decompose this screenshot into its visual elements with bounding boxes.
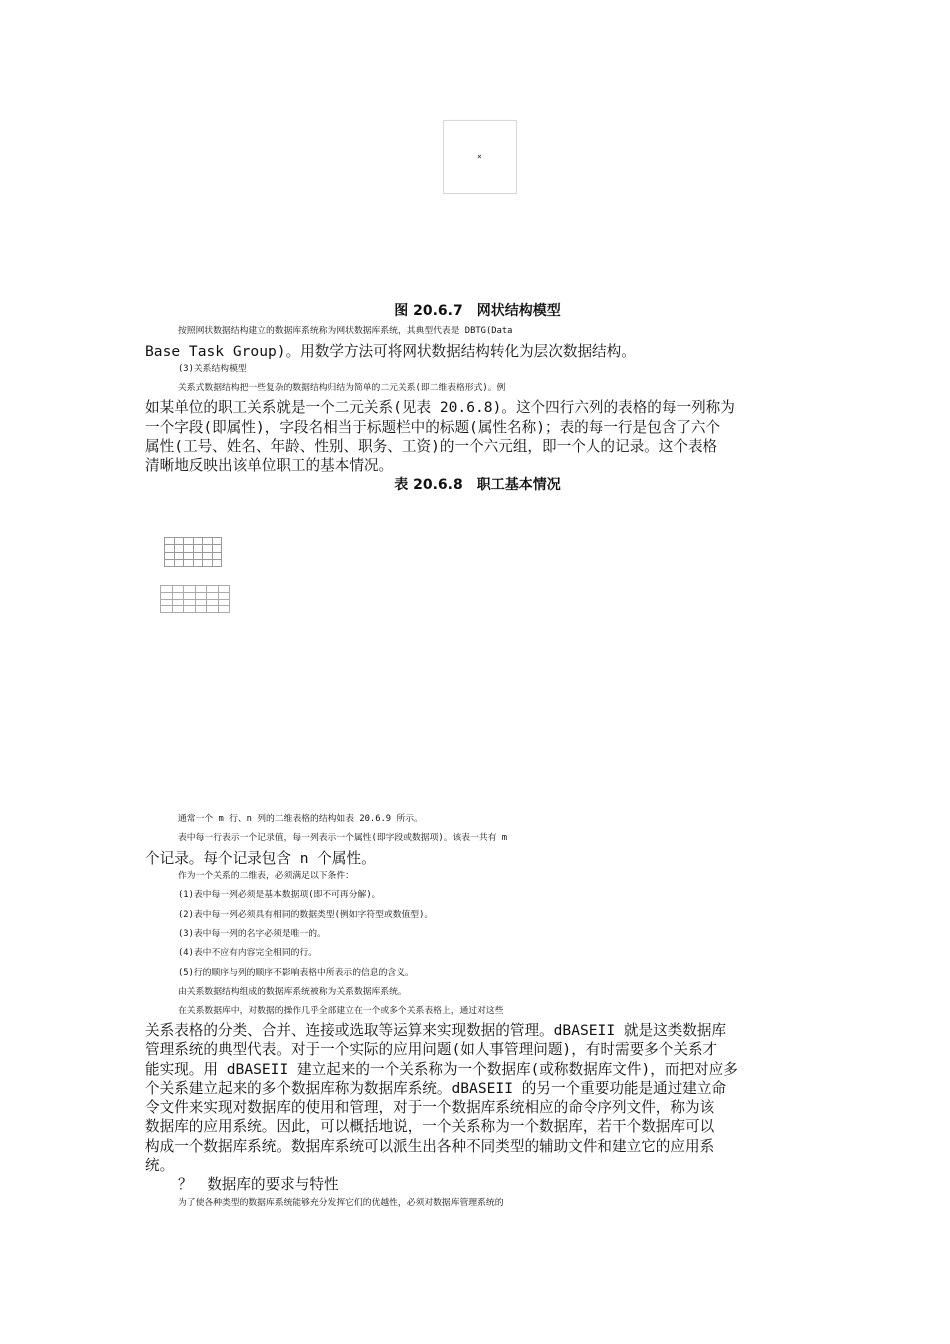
employee-table-thumbnail [164, 537, 222, 567]
paragraph-7-line-8: 构成一个数据库系统。数据库系统可以派生出各种不同类型的辅助文件和建立它的应用系 [145, 1138, 715, 1155]
network-model-figure [443, 120, 517, 194]
paragraph-7-line-2: 关系表格的分类、合并、连接或选取等运算来实现数据的管理。dBASEII 就是这类数据库 [145, 1022, 727, 1039]
section-heading-relational: (3)关系结构模型 [178, 364, 247, 374]
paragraph-7-line-4: 能实现。用 dBASEII 建立起来的一个关系称为一个数据库(或称数据库文件)，而把对应多 [145, 1061, 738, 1078]
condition-4: (4)表中不应有内容完全相同的行。 [178, 948, 318, 958]
paragraph-5: 作为一个关系的二维表，必须满足以下条件： [178, 871, 354, 881]
paragraph-4-line-2: 个记录。每个记录包含 n 个属性。 [145, 850, 376, 867]
section-heading-requirements: ？ 数据库的要求与特性 [178, 1176, 339, 1193]
paragraph-3: 通常一个 m 行、n 列的二维表格的结构如表 20.6.9 所示。 [178, 814, 423, 824]
general-table-thumbnail [160, 585, 230, 613]
paragraph-2-line-3: 一个字段(即属性)，字段名相当于标题栏中的标题(属性名称)；表的每一行是包含了六个 [145, 419, 721, 436]
paragraph-7-line-6: 令文件来实现对数据库的使用和管理，对于一个数据库系统相应的命令序列文件，称为该 [145, 1099, 715, 1116]
figure-placeholder-mark: × [477, 152, 482, 161]
paragraph-7-line-1: 在关系数据库中，对数据的操作几乎全部建立在一个或多个关系表格上，通过对这些 [178, 1006, 504, 1016]
paragraph-7-line-9: 统。 [145, 1157, 175, 1174]
paragraph-8: 为了使各种类型的数据库系统能够充分发挥它们的优越性，必须对数据库管理系统的 [178, 1198, 504, 1208]
paragraph-7-line-7: 数据库的应用系统。因此，可以概括地说，一个关系称为一个数据库，若干个数据库可以 [145, 1118, 715, 1135]
paragraph-7-line-5: 个关系建立起来的多个数据库称为数据库系统。dBASEII 的另一个重要功能是通过建立命 [145, 1080, 727, 1097]
condition-1: (1)表中每一列必须是基本数据项(即不可再分解)。 [178, 890, 381, 900]
paragraph-7-line-3: 管理系统的典型代表。对于一个实际的应用问题(如人事管理问题)，有时需要多个关系才 [145, 1041, 718, 1058]
paragraph-1-line-1: 按照网状数据结构建立的数据库系统称为网状数据库系统，其典型代表是 DBTG(Data [178, 326, 513, 336]
paragraph-4-line-1: 表中每一行表示一个记录值，每一列表示一个属性(即字段或数据项)。该表一共有 m [178, 833, 508, 843]
table-caption: 表 20.6.8 职工基本情况 [394, 477, 561, 493]
condition-5: (5)行的顺序与列的顺序不影响表格中所表示的信息的含义。 [178, 968, 414, 978]
paragraph-2-line-2: 如某单位的职工关系就是一个二元关系(见表 20.6.8)。这个四行六列的表格的每一列称为 [145, 399, 735, 416]
condition-3: (3)表中每一列的名字必须是唯一的。 [178, 929, 326, 939]
paragraph-2-line-5: 清晰地反映出该单位职工的基本情况。 [145, 457, 394, 474]
figure-caption: 图 20.6.7 网状结构模型 [394, 303, 561, 319]
paragraph-6: 由关系数据结构组成的数据库系统被称为关系数据库系统。 [178, 987, 407, 997]
paragraph-2-line-4: 属性(工号、姓名、年龄、性别、职务、工资)的一个六元组，即一个人的记录。这个表格 [145, 438, 718, 455]
paragraph-2-line-1: 关系式数据结构把一些复杂的数据结构归结为简单的二元关系(即二维表格形式)。例 [178, 383, 506, 393]
paragraph-1-line-2: Base Task Group)。用数学方法可将网状数据结构转化为层次数据结构。 [145, 343, 636, 360]
condition-2: (2)表中每一列必须具有相同的数据类型(例如字符型或数值型)。 [178, 910, 434, 920]
